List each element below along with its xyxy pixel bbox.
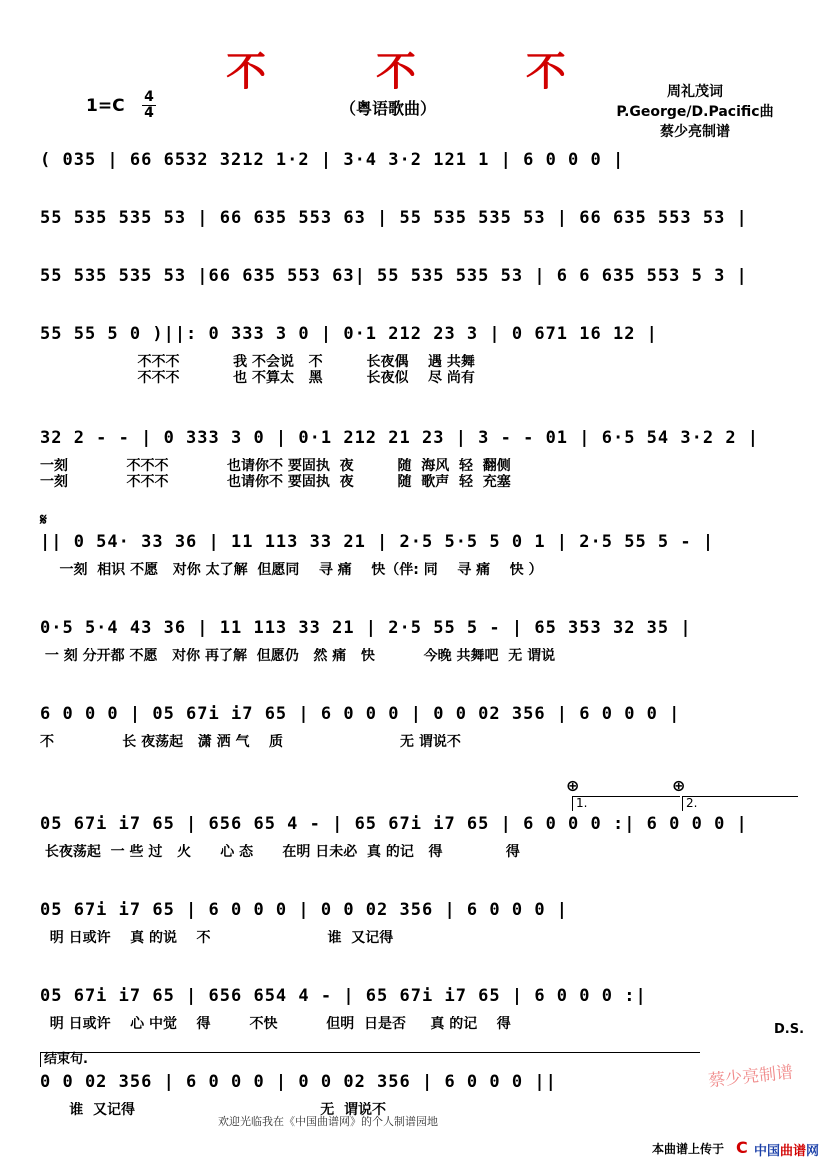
time-numerator: 4 — [144, 89, 154, 105]
score-row — [40, 320, 800, 396]
notation-line: 0·5 5·4 43 36 | 11 113 33 21 | 2·5 55 5 - | 65 353 32 35 | — [40, 618, 692, 638]
coda-mark: ⊕ — [566, 776, 580, 795]
lyric-line-2: 一刻 不不不 也请你不 要固执 夜 随 歌声 轻 充塞 — [40, 474, 511, 490]
notation-line: 55 55 5 0 )||: 0 333 3 0 | 0·1 212 23 3 | 0 671 16 12 | — [40, 324, 658, 344]
lyric-line-1: 一 刻 分开都 不愿 对你 再了解 但愿仍 然 痛 快 今晚 共舞吧 无 谓说 — [40, 648, 556, 664]
page-title: 不 不 不 — [226, 49, 614, 95]
site-name-part: 网 — [806, 1144, 820, 1159]
notation-line: || 0 54· 33 36 | 11 113 33 21 | 2·5 5·5 5 0 1 | 2·5 55 5 - | — [40, 532, 715, 552]
score-row — [40, 528, 800, 588]
lyric-line-1: 谁 又记得 无 谓说不 — [40, 1102, 386, 1118]
notation-line: 6 0 0 0 | 05 67i i7 65 | 6 0 0 0 | 0 0 02 356 | 6 0 0 0 | — [40, 704, 681, 724]
volta-2: 2. — [682, 796, 798, 811]
lyric-line-1: 长夜荡起 一 些 过 火 心 态 在明 日未必 真 的记 得 得 — [40, 844, 520, 860]
welcome-note: 欢迎光临我在《中国曲谱网》的个人制谱园地 — [218, 1115, 438, 1128]
lyric-line-1: 明 日或许 心 中觉 得 不快 但明 日是否 真 的记 得 — [40, 1016, 511, 1032]
score-row — [40, 204, 800, 244]
score-row — [40, 424, 800, 500]
watermark: 蔡少亮制谱 — [707, 1062, 795, 1092]
lyric-line-2: 不不不 也 不算太 黑 长夜似 尽 尚有 — [40, 370, 475, 386]
lyricist: 周礼茂词 — [667, 84, 723, 100]
score-row — [40, 896, 800, 956]
score-row — [40, 982, 800, 1042]
arranger: 蔡少亮制谱 — [660, 124, 730, 140]
time-signature — [142, 90, 156, 121]
volta-1: 1. — [572, 796, 680, 811]
notation-line: 32 2 - - | 0 333 3 0 | 0·1 212 21 23 | 3 - - 01 | 6·5 54 3·2 2 | — [40, 428, 760, 448]
site-logo-icon: C — [736, 1138, 748, 1157]
lyric-line-1: 不 长 夜荡起 潇 洒 气 质 无 谓说不 — [40, 734, 461, 750]
notation-line: ( 035 | 66 6532 3212 1·2 | 3·4 3·2 121 1 | 6 0 0 0 | — [40, 150, 625, 170]
notation-line: 55 535 535 53 | 66 635 553 63 | 55 535 535 53 | 66 635 553 53 | — [40, 208, 748, 228]
credits — [600, 82, 790, 142]
site-name-part: 中国 — [754, 1144, 781, 1159]
key-signature: 1=C — [86, 96, 125, 116]
composer: P.George/D.Pacific曲 — [616, 104, 774, 120]
genre-label: （粤语歌曲） — [340, 99, 437, 118]
notation-line: 55 535 535 53 |66 635 553 63| 55 535 535 53 | 6 6 635 553 5 3 | — [40, 266, 748, 286]
score-row — [40, 146, 800, 186]
upload-note: 本曲谱上传于 — [652, 1142, 725, 1156]
ending-bracket: 结束句. — [40, 1052, 700, 1067]
site-name-part: 曲谱 — [780, 1144, 807, 1159]
notation-line: 05 67i i7 65 | 656 65 4 - | 65 67i i7 65 | 6 0 0 0 :| 6 0 0 0 | — [40, 814, 748, 834]
lyric-line-1: 一刻 相识 不愿 对你 太了解 但愿同 寻 痛 快（伴: 同 寻 痛 快 ） — [40, 562, 543, 578]
notation-line: 05 67i i7 65 | 656 654 4 - | 65 67i i7 65 | 6 0 0 0 :| — [40, 986, 647, 1006]
notation-line: 0 0 02 356 | 6 0 0 0 | 0 0 02 356 | 6 0 0 0 || — [40, 1072, 557, 1092]
coda-mark: ⊕ — [672, 776, 686, 795]
lyric-line-1: 明 日或许 真 的说 不 谁 又记得 — [40, 930, 394, 946]
time-denominator: 4 — [142, 105, 156, 121]
score-row — [40, 262, 800, 302]
score-row — [40, 700, 800, 760]
score-row — [40, 810, 800, 870]
site-name[interactable] — [754, 1140, 819, 1159]
ds-mark: D.S. — [774, 1022, 805, 1037]
lyric-line-1: 一刻 不不不 也请你不 要固执 夜 随 海风 轻 翻侧 — [40, 458, 511, 474]
score-row — [40, 614, 800, 674]
lyric-line-1: 不不不 我 不会说 不 长夜偶 遇 共舞 — [40, 354, 475, 370]
notation-line: 05 67i i7 65 | 6 0 0 0 | 0 0 02 356 | 6 0 0 0 | — [40, 900, 569, 920]
segno-mark: 𝄋 — [40, 510, 47, 529]
